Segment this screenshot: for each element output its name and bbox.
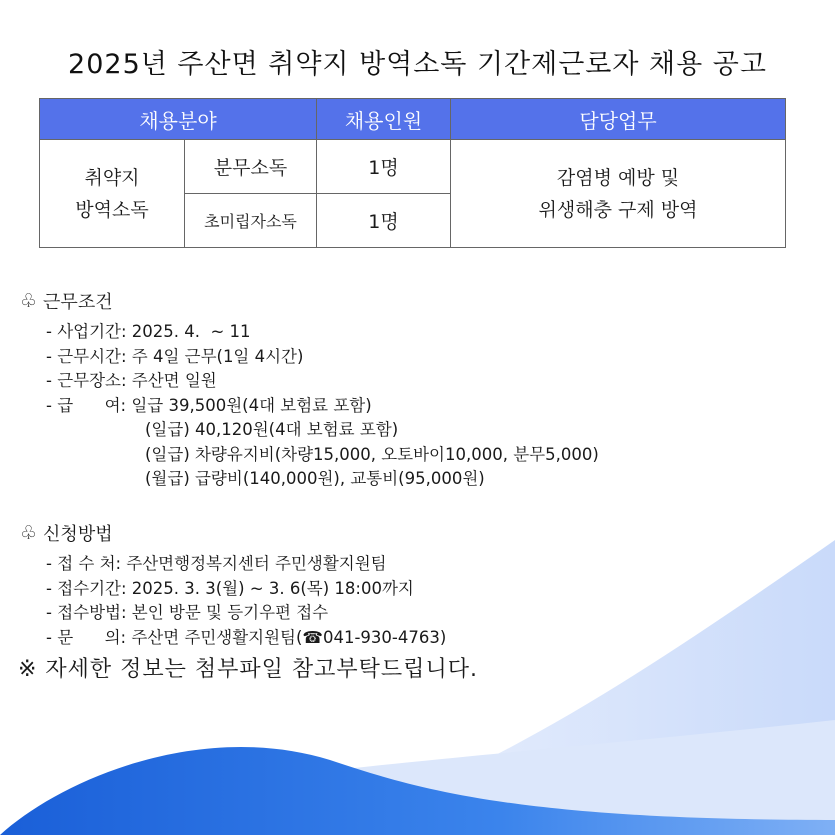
- field-group-line: 방역소독: [75, 198, 149, 221]
- header-duty: 담당업무: [451, 99, 786, 140]
- list-item: - 문 의: 주산면 주민생활지원팀(☎041-930-4763): [46, 627, 447, 647]
- club-icon: ♧: [20, 290, 38, 312]
- field-type-cell: 분무소독: [185, 140, 317, 194]
- section-title: 신청방법: [43, 524, 113, 545]
- list-item: - 접수기간: 2025. 3. 3(월) ~ 3. 6(목) 18:00까지: [46, 578, 414, 598]
- duty-line: 감염병 예방 및: [556, 166, 680, 189]
- list-item: - 급 여: 일급 39,500원(4대 보험료 포함): [46, 395, 372, 415]
- list-item: - 근무장소: 주산면 일원: [46, 371, 217, 390]
- pay-item: (월급) 급량비(140,000원), 교통비(95,000원): [145, 469, 485, 488]
- list-item: - 접 수 처: 주산면행정복지센터 주민생활지원팀: [46, 554, 387, 573]
- header-count: 채용인원: [317, 99, 451, 140]
- count-cell: 1명: [317, 140, 451, 194]
- pay-item: (일급) 40,120원(4대 보험료 포함): [145, 420, 399, 439]
- field-type-cell: 초미립자소독: [185, 194, 317, 248]
- decorative-wave: [0, 520, 835, 835]
- work-conditions-section: [20, 288, 599, 492]
- list-item: - 근무시간: 주 4일 근무(1일 4시간): [46, 346, 304, 366]
- section-heading: [20, 288, 599, 314]
- list-item: - 접수방법: 본인 방문 및 등기우편 접수: [46, 603, 329, 622]
- club-icon: ♧: [20, 522, 38, 544]
- duty-cell: [451, 140, 786, 248]
- recruitment-table: [39, 98, 786, 248]
- table-row: [40, 140, 786, 194]
- field-group-cell: [40, 140, 185, 248]
- page-title: 2025년 주산면 취약지 방역소독 기간제근로자 채용 공고: [68, 49, 767, 80]
- field-group-line: 취약지: [84, 166, 140, 189]
- header-field: 채용분야: [40, 99, 317, 140]
- pay-item: (일급) 차량유지비(차량15,000, 오토바이10,000, 분무5,000): [145, 444, 599, 464]
- table-header-row: [40, 99, 786, 140]
- count-cell: 1명: [317, 194, 451, 248]
- section-title: 근무조건: [43, 292, 113, 313]
- duty-line: 위생해충 구제 방역: [538, 198, 698, 221]
- notice-text: ※ 자세한 정보는 첨부파일 참고부탁드립니다.: [18, 657, 478, 682]
- list-item: - 사업기간: 2025. 4. ~ 11: [46, 322, 251, 341]
